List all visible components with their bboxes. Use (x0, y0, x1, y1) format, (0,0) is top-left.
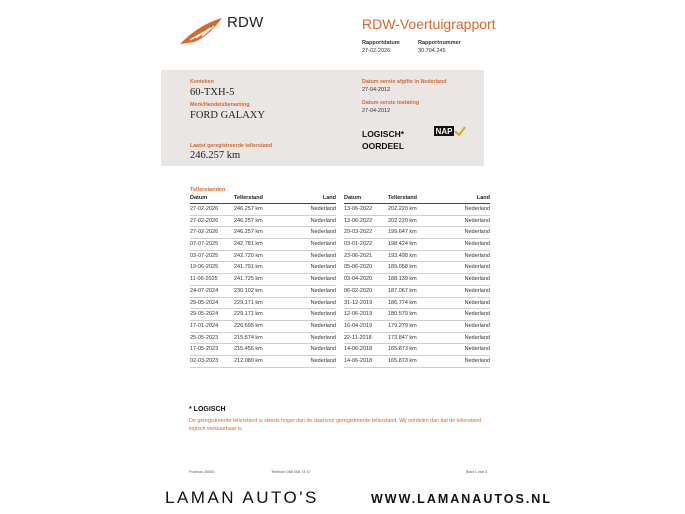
cell-land: Nederland (464, 276, 490, 283)
table-row (190, 251, 336, 263)
oordeel-line2: OORDEEL (362, 141, 405, 151)
table-row (344, 274, 490, 286)
rapportdatum-value: 27-02-2026 (362, 48, 391, 54)
cell-tellerstand: 198.424 km (388, 241, 417, 248)
table-row (344, 344, 490, 356)
cell-tellerstand: 173.847 km (388, 334, 417, 341)
cell-land: Nederland (464, 287, 490, 294)
table-row (190, 286, 336, 298)
cell-tellerstand: 226.695 km (234, 322, 263, 329)
footer-telefoon: Telefoon 088 008 74 47 (271, 470, 311, 474)
toelating-label: Datum eerste toelating (362, 100, 420, 106)
cell-tellerstand: 246.257 km (234, 217, 263, 224)
cell-datum: 07-07-2025 (190, 241, 219, 248)
footer-blad: Blad 1 van 4 (466, 470, 488, 474)
header-land: Land (322, 195, 336, 201)
cell-tellerstand: 188.139 km (388, 276, 417, 283)
cell-land: Nederland (310, 299, 336, 306)
cell-land: Nederland (310, 322, 336, 329)
cell-datum: 29-03-2022 (344, 229, 373, 236)
brand-name: RDW (227, 14, 264, 31)
table-row (190, 344, 336, 356)
cell-tellerstand: 180.579 km (388, 311, 417, 318)
table-row (190, 356, 336, 368)
merk-label: Merk/Handelsbenaming (190, 102, 250, 108)
cell-datum: 19-06-2025 (190, 264, 219, 271)
table-row (190, 309, 336, 321)
table-row (190, 204, 336, 216)
cell-tellerstand: 229.171 km (234, 299, 263, 306)
table-row (344, 333, 490, 345)
table-header (190, 195, 336, 204)
cell-tellerstand: 241.791 km (234, 264, 263, 271)
table-row (344, 216, 490, 228)
cell-tellerstand: 212.080 km (234, 357, 263, 364)
cell-land: Nederland (464, 334, 490, 341)
laman-autos-url: WWW.LAMANAUTOS.NL (371, 492, 552, 506)
cell-land: Nederland (464, 322, 490, 329)
cell-tellerstand: 193.498 km (388, 252, 417, 259)
cell-datum: 03-04-2020 (344, 276, 373, 283)
tellerstanden-title: Tellerstanden (190, 187, 226, 193)
cell-land: Nederland (464, 252, 490, 259)
cell-datum: 27-02-2026 (190, 229, 219, 236)
cell-tellerstand: 165.873 km (388, 357, 417, 364)
header-tellerstand: Tellerstand (388, 195, 417, 201)
table-row (344, 356, 490, 368)
table-row (344, 286, 490, 298)
afgifte-value: 27-04-2012 (362, 87, 391, 93)
cell-land: Nederland (310, 276, 336, 283)
cell-tellerstand: 229.171 km (234, 311, 263, 318)
cell-land: Nederland (464, 311, 490, 318)
cell-datum: 17-05-2023 (190, 346, 219, 353)
header-datum: Datum (344, 195, 362, 201)
cell-datum: 03-07-2025 (190, 252, 219, 259)
cell-datum: 14-06-2018 (344, 357, 373, 364)
cell-land: Nederland (310, 206, 336, 212)
table-row (344, 262, 490, 274)
cell-datum: 02-03-2023 (190, 357, 219, 364)
afgifte-label: Datum eerste afgifte in Nederland (362, 79, 447, 85)
cell-tellerstand: 246.257 km (234, 229, 263, 236)
cell-land: Nederland (310, 287, 336, 294)
table-row (190, 239, 336, 251)
nap-logo-icon (434, 126, 466, 136)
cell-tellerstand: 215.456 km (234, 346, 263, 353)
cell-tellerstand: 165.873 km (388, 346, 417, 353)
table-row (190, 227, 336, 239)
rapportnummer-label: Rapportnummer (418, 40, 461, 46)
logisch-note-title: * LOGISCH (189, 406, 226, 413)
cell-datum: 27-02-2026 (190, 217, 219, 224)
cell-land: Nederland (464, 241, 490, 248)
table-row (190, 333, 336, 345)
cell-datum: 22-11-2018 (344, 334, 372, 341)
cell-land: Nederland (310, 311, 336, 318)
header-land: Land (476, 195, 490, 201)
cell-land: Nederland (464, 357, 490, 364)
rdw-logo-icon (176, 14, 226, 48)
cell-land: Nederland (310, 264, 336, 271)
cell-tellerstand: 199.647 km (388, 229, 417, 236)
cell-datum: 12-06-2019 (344, 311, 373, 318)
table-row (344, 204, 490, 216)
kenteken-label: Kenteken (190, 79, 214, 85)
cell-datum: 11-06-2025 (190, 276, 218, 283)
table-row (190, 274, 336, 286)
oordeel-text (362, 128, 404, 152)
table-row (190, 216, 336, 228)
tellerstanden-table-right (344, 195, 490, 368)
cell-datum: 06-02-2020 (344, 287, 373, 294)
cell-datum: 16-04-2019 (344, 322, 373, 329)
table-row (344, 227, 490, 239)
cell-datum: 14-06-2018 (344, 346, 373, 353)
table-body-right (344, 204, 490, 368)
cell-tellerstand: 179.279 km (388, 322, 417, 329)
table-row (344, 239, 490, 251)
table-row (344, 298, 490, 310)
cell-land: Nederland (310, 346, 336, 353)
cell-tellerstand: 242.720 km (234, 252, 263, 259)
report-title: RDW-Voertuigrapport (362, 16, 496, 32)
table-row (344, 309, 490, 321)
cell-tellerstand: 202.220 km (388, 206, 417, 212)
cell-datum: 13-06-2022 (344, 206, 373, 212)
cell-land: Nederland (464, 346, 490, 353)
tellerstanden-table-left (190, 195, 336, 368)
cell-datum: 05-06-2020 (344, 264, 373, 271)
cell-land: Nederland (464, 206, 490, 212)
cell-tellerstand: 215.574 km (234, 334, 263, 341)
cell-tellerstand: 189.058 km (388, 264, 417, 271)
cell-datum: 17-01-2024 (190, 322, 219, 329)
cell-datum: 23-06-2021 (344, 252, 373, 259)
cell-land: Nederland (464, 217, 490, 224)
cell-tellerstand: 230.102 km (234, 287, 263, 294)
cell-tellerstand: 241.725 km (234, 276, 263, 283)
toelating-value: 27-04-2012 (362, 108, 391, 114)
header-tellerstand: Tellerstand (234, 195, 263, 201)
rapportnummer-value: 30.704.245 (418, 48, 446, 54)
cell-datum: 03-01-2022 (344, 241, 373, 248)
cell-datum: 29-05-2024 (190, 299, 219, 306)
cell-tellerstand: 186.774 km (388, 299, 417, 306)
cell-datum: 27-02-2026 (190, 206, 219, 212)
cell-land: Nederland (464, 299, 490, 306)
cell-tellerstand: 242.781 km (234, 241, 263, 248)
cell-land: Nederland (464, 229, 490, 236)
cell-datum: 29-05-2024 (190, 311, 219, 318)
cell-tellerstand: 187.067 km (388, 287, 417, 294)
table-body-left (190, 204, 336, 368)
rapportdatum-label: Rapportdatum (362, 40, 400, 46)
table-row (190, 321, 336, 333)
cell-datum: 24-07-2024 (190, 287, 219, 294)
cell-land: Nederland (310, 229, 336, 236)
cell-datum: 31-12-2019 (344, 299, 373, 306)
logisch-note-text: De geregistreerde tellerstand is steeds hoger dan de daarvoor geregistreerde tellerstand. Wij oordelen dan dat de tellerstand logisch verklaarbaar is. (189, 418, 482, 432)
oordeel-line1: LOGISCH* (362, 129, 405, 139)
cell-land: Nederland (310, 217, 336, 224)
header-datum: Datum (190, 195, 208, 201)
cell-land: Nederland (310, 241, 336, 248)
table-header (344, 195, 490, 204)
tellerstand-label: Laatst geregistreerde tellerstand (190, 143, 273, 149)
table-row (190, 298, 336, 310)
kenteken-value: 60-TXH-5 (190, 87, 235, 98)
cell-datum: 25-05-2023 (190, 334, 219, 341)
tellerstand-value: 246.257 km (190, 150, 241, 161)
table-row (190, 262, 336, 274)
table-row (344, 321, 490, 333)
merk-value: FORD GALAXY (190, 110, 265, 121)
cell-tellerstand: 202.220 km (388, 217, 417, 224)
footer-postbus: Postbus 30000 (189, 470, 215, 474)
cell-tellerstand: 246.257 km (234, 206, 263, 212)
cell-land: Nederland (464, 264, 490, 271)
cell-datum: 13-06-2022 (344, 217, 373, 224)
nap-text: NAP (435, 127, 453, 136)
cell-land: Nederland (310, 334, 336, 341)
cell-land: Nederland (310, 357, 336, 364)
table-row (344, 251, 490, 263)
cell-land: Nederland (310, 252, 336, 259)
laman-autos-logo: LAMAN AUTO'S (165, 488, 319, 507)
